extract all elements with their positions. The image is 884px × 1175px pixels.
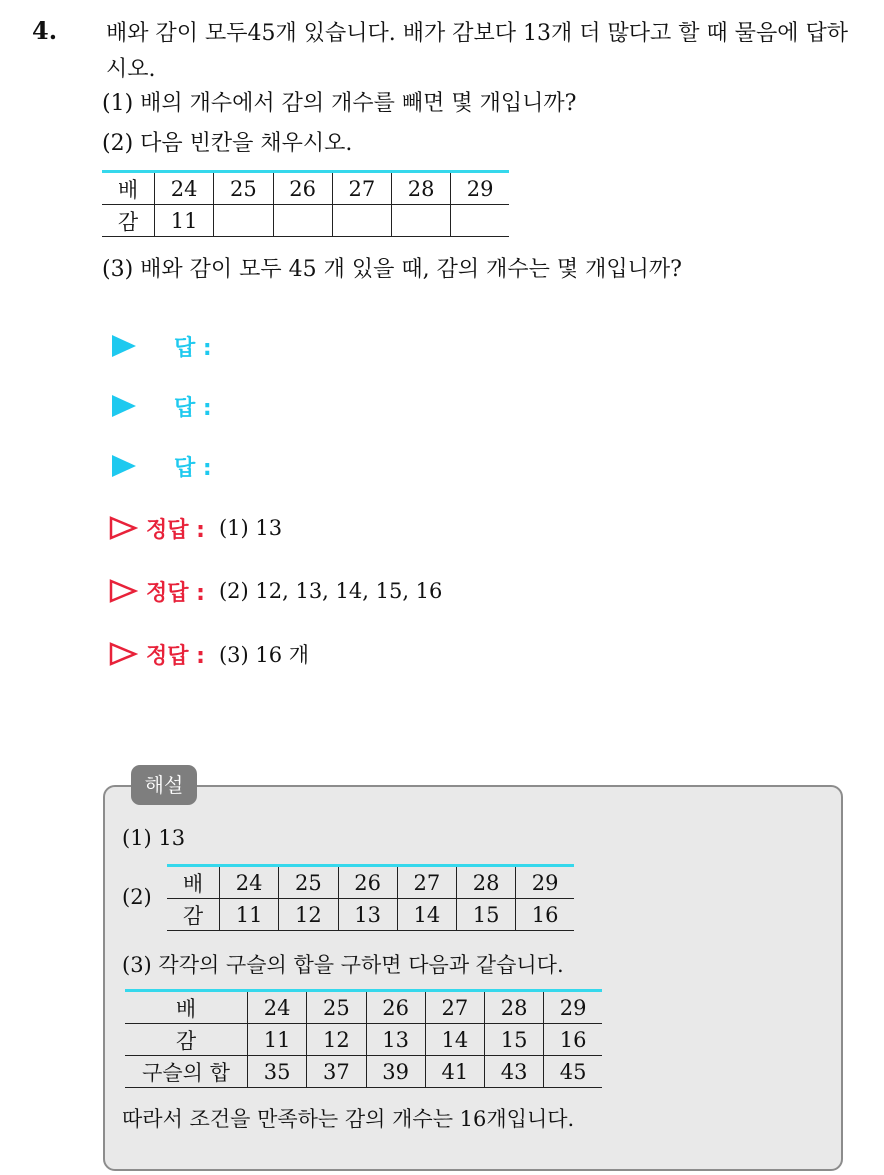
table-cell: 11	[220, 899, 279, 931]
table-cell: 배	[125, 991, 248, 1024]
answer-row-1	[108, 328, 212, 364]
table-row-persimmon	[167, 899, 574, 931]
question-part-1: (1) 배의 개수에서 감의 개수를 빼면 몇 개입니까?	[102, 91, 577, 116]
table-blank-cell	[214, 205, 273, 237]
table-cell: 25	[214, 172, 273, 205]
table-row-pear	[102, 172, 509, 205]
table-cell: 14	[397, 899, 456, 931]
table-cell: 24	[220, 866, 279, 899]
explanation-conclusion: 따라서 조건을 만족하는 감의 개수는 16개입니다.	[122, 1107, 575, 1131]
table-cell: 41	[425, 1056, 484, 1088]
table-cell: 26	[273, 172, 332, 205]
explanation-line-3: (3) 각각의 구슬의 합을 구하면 다음과 같습니다.	[122, 953, 564, 977]
play-triangle-icon	[112, 395, 136, 417]
question-number: 4.	[32, 16, 58, 45]
play-triangle-icon	[112, 335, 136, 357]
fill-in-table	[102, 170, 509, 237]
outline-triangle-icon	[108, 579, 138, 603]
explanation-line-2-prefix: (2)	[122, 885, 152, 909]
table-cell: 27	[397, 866, 456, 899]
solution-value-3: (3) 16 개	[218, 643, 310, 667]
table-row-persimmon	[102, 205, 509, 237]
table-cell: 29	[516, 866, 574, 899]
explanation-line-1: (1) 13	[122, 826, 186, 850]
table-cell: 29	[451, 172, 509, 205]
solution-label: 정답 :	[146, 580, 205, 606]
table-row-pear	[125, 991, 602, 1024]
table-cell: 감	[125, 1024, 248, 1056]
question-text: 배와 감이 모두45개 있습니다. 배가 감보다 13개 더 많다고 할 때 물음에 답하시오.	[106, 21, 848, 82]
table-cell: 16	[516, 899, 574, 931]
table-cell: 13	[338, 899, 397, 931]
solution-value-2: (2) 12, 13, 14, 15, 16	[218, 579, 443, 603]
question-part-3: (3) 배와 감이 모두 45 개 있을 때, 감의 개수는 몇 개입니까?	[102, 257, 682, 282]
outline-triangle-icon	[108, 642, 138, 666]
explanation-table-2	[167, 864, 574, 931]
solution-label: 정답 :	[146, 517, 205, 543]
play-triangle-icon	[112, 455, 136, 477]
table-cell: 26	[366, 991, 425, 1024]
table-cell: 26	[338, 866, 397, 899]
table-cell: 배	[167, 866, 220, 899]
table-cell: 24	[155, 172, 214, 205]
question-part-2: (2) 다음 빈칸을 채우시오.	[102, 131, 353, 156]
table-cell: 28	[457, 866, 516, 899]
table-cell: 구슬의 합	[125, 1056, 248, 1088]
table-cell: 24	[248, 991, 307, 1024]
table-cell: 43	[485, 1056, 544, 1088]
table-cell: 11	[155, 205, 214, 237]
table-cell: 25	[279, 866, 338, 899]
solution-value-1: (1) 13	[218, 516, 283, 540]
table-cell: 12	[279, 899, 338, 931]
table-cell: 27	[332, 172, 391, 205]
answer-label: 답 :	[174, 455, 212, 481]
table-cell: 37	[307, 1056, 366, 1088]
table-blank-cell	[451, 205, 509, 237]
outline-triangle-icon	[108, 516, 138, 540]
table-cell: 29	[544, 991, 602, 1024]
table-cell: 감	[167, 899, 220, 931]
answer-label: 답 :	[174, 395, 212, 421]
table-blank-cell	[392, 205, 451, 237]
answer-label: 답 :	[174, 335, 212, 361]
answer-row-3	[108, 448, 212, 484]
table-cell: 25	[307, 991, 366, 1024]
answer-row-2	[108, 388, 212, 424]
table-cell: 16	[544, 1024, 602, 1056]
table-row-sum	[125, 1056, 602, 1088]
table-row-persimmon	[125, 1024, 602, 1056]
table-cell: 12	[307, 1024, 366, 1056]
solution-row-3	[108, 636, 309, 672]
table-cell: 13	[366, 1024, 425, 1056]
solution-row-2	[108, 573, 442, 609]
table-cell: 35	[248, 1056, 307, 1088]
solution-row-1	[108, 510, 282, 546]
table-cell: 감	[102, 205, 155, 237]
table-cell: 45	[544, 1056, 602, 1088]
table-cell: 28	[392, 172, 451, 205]
table-cell: 39	[366, 1056, 425, 1088]
table-cell: 배	[102, 172, 155, 205]
table-cell: 15	[485, 1024, 544, 1056]
table-cell: 27	[425, 991, 484, 1024]
table-cell: 14	[425, 1024, 484, 1056]
table-cell: 11	[248, 1024, 307, 1056]
table-cell: 28	[485, 991, 544, 1024]
table-cell: 15	[457, 899, 516, 931]
table-row-pear	[167, 866, 574, 899]
table-blank-cell	[332, 205, 391, 237]
explanation-tab: 해설	[131, 765, 197, 805]
explanation-table-3	[125, 989, 602, 1088]
solution-label: 정답 :	[146, 643, 205, 669]
table-blank-cell	[273, 205, 332, 237]
